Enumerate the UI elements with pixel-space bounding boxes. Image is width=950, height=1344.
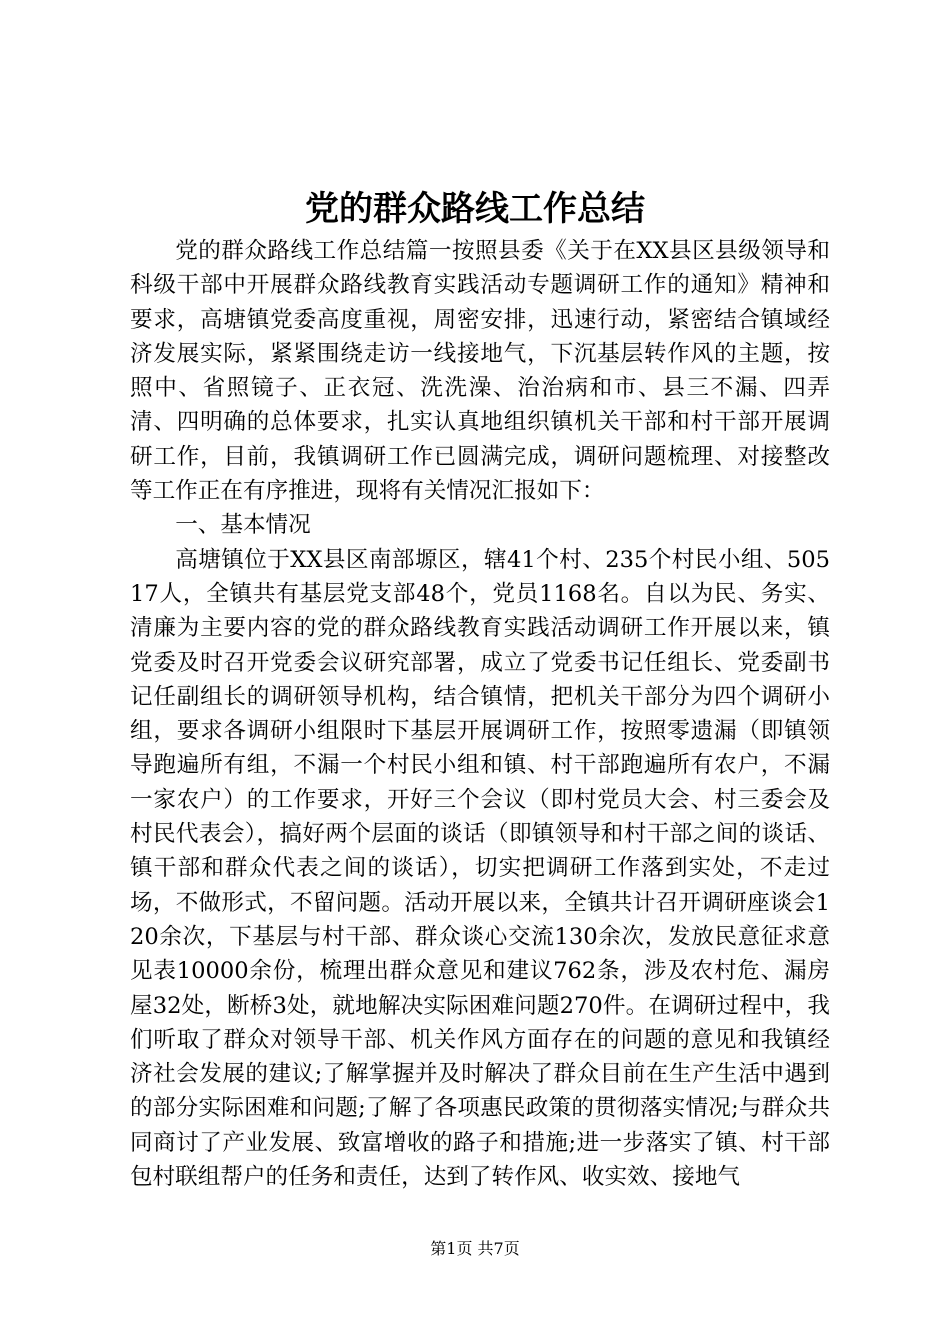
paragraph-basic-situation: 高塘镇位于XX县区南部塬区，辖41个村、235个村民小组、50517人，全镇共有基层党支部48个，党员1168名。自以为民、务实、清廉为主要内容的党的群众路线教育实践活动调研工作开展以来，镇党委及时召开党委会议研究部署，成立了党委书记任组长、党委副书记任副组长的调研领导机构，结合镇情，把机关干部分为四个调研小组，要求各调研小组限时下基层开展调研工作，按照零遗漏（即镇领导跑遍所有组，不漏一个村民小组和镇、村干部跑遍所有农户，不漏一家农户）的工作要求，开好三个会议（即村党员大会、村三委会及村民代表会），搞好两个层面的谈话（即镇领导和村干部之间的谈话、镇干部和群众代表之间的谈话），切实把调研工作落到实处，不走过场，不做形式，不留问题。活动开展以来，全镇共计召开调研座谈会120余次，下基层与村干部、群众谈心交流130余次，发放民意征求意见表10000余份，梳理出群众意见和建议762条，涉及农村危、漏房屋32处，断桥3处，就地解决实际困难问题270件。在调研过程中，我们听取了群众对领导干部、机关作风方面存在的问题的意见和我镇经济社会发展的建议;了解掌握并及时解决了群众目前在生产生活中遇到的部分实际困难和问题;了解了各项惠民政策的贯彻落实情况;与群众共同商讨了产业发展、致富增收的路子和措施;进一步落实了镇、村干部包村联组帮户的任务和责任，达到了转作风、收实效、接地气 xyxy=(130,546,830,1191)
document-title: 党的群众路线工作总结 xyxy=(305,189,645,229)
page-number-footer: 第1页 共7页 xyxy=(430,1239,520,1258)
document-body xyxy=(130,234,830,1194)
section-heading-basic-situation: 一、基本情况 xyxy=(175,512,311,539)
paragraph-intro: 党的群众路线工作总结篇一按照县委《关于在XX县区县级领导和科级干部中开展群众路线教育实践活动专题调研工作的通知》精神和要求，高塘镇党委高度重视，周密安排，迅速行动，紧密结合镇域经济发展实际，紧紧围绕走访一线接地气，下沉基层转作风的主题，按照中、省照镜子、正衣冠、洗洗澡、治治病和市、县三不漏、四弄清、四明确的总体要求，扎实认真地组织镇机关干部和村干部开展调研工作，目前，我镇调研工作已圆满完成，调研问题梳理、对接整改等工作正在有序推进，现将有关情况汇报如下： xyxy=(130,238,830,505)
